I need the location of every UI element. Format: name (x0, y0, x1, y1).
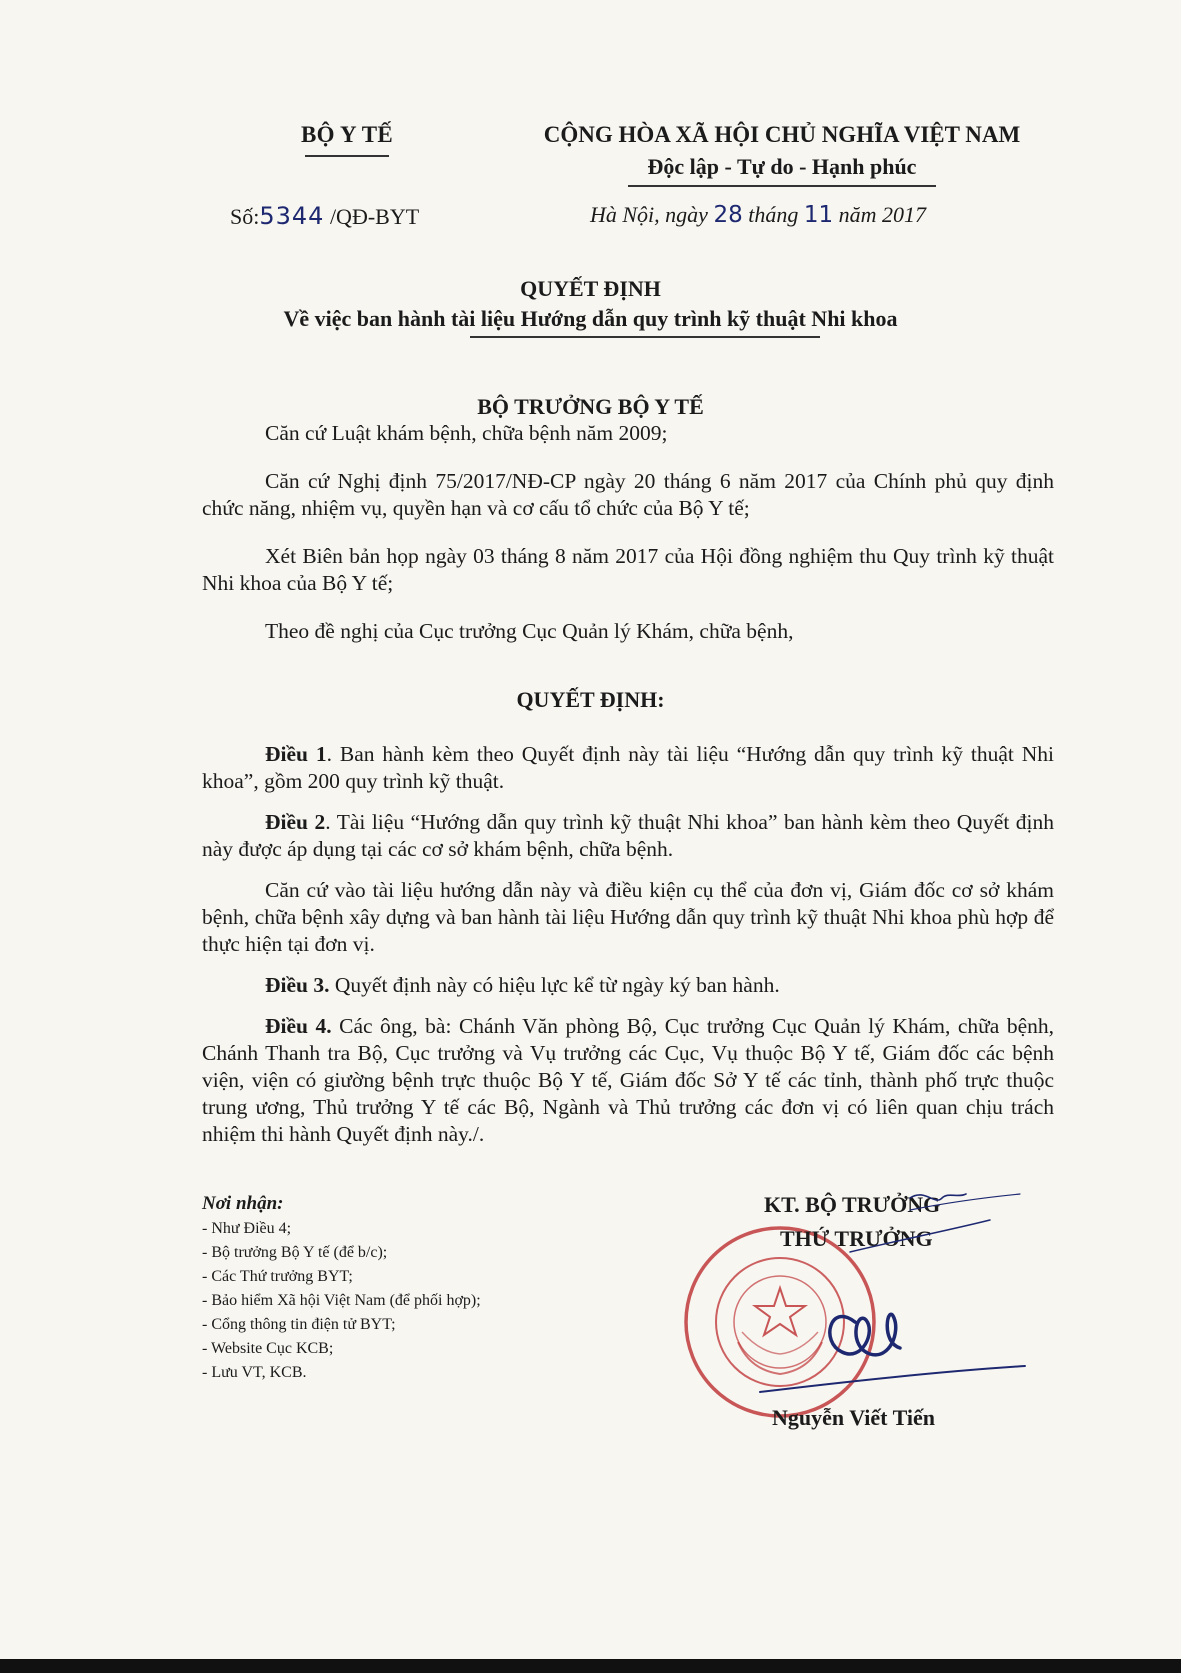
date-month-word: tháng (742, 202, 804, 227)
article-3-text: Quyết định này có hiệu lực kể từ ngày ký ban hành. (329, 973, 780, 997)
recipient-item: - Các Thứ trưởng BYT; (202, 1268, 353, 1285)
organization-name: BỘ Y TẾ (301, 122, 393, 147)
document-date (590, 202, 926, 228)
motto-underline (628, 185, 936, 187)
decision-title: QUYẾT ĐỊNH (520, 276, 661, 301)
number-prefix: Số: (230, 204, 260, 229)
article-3-label: Điều 3. (265, 973, 330, 997)
article-4-label: Điều 4. (265, 1014, 332, 1038)
recipients-heading: Nơi nhận: (202, 1193, 284, 1214)
article-2 (202, 809, 1054, 863)
signature-title-2: THỨ TRƯỞNG (780, 1226, 933, 1251)
decision-subtitle: Về việc ban hành tài liệu Hướng dẫn quy trình kỹ thuật Nhi khoa (283, 306, 898, 331)
preamble-paragraph: Căn cứ Luật khám bệnh, chữa bệnh năm 2009; (265, 421, 668, 445)
national-motto: Độc lập - Tự do - Hạnh phúc (647, 154, 917, 179)
issuing-organization (232, 122, 462, 157)
preamble-paragraph: Xét Biên bản họp ngày 03 tháng 8 năm 2017 của Hội đồng nghiệm thu Quy trình kỹ thuật Nhi khoa của Bộ Y tế; (202, 544, 1054, 595)
date-day: 28 (713, 202, 743, 228)
recipient-item: - Bộ trưởng Bộ Y tế (để b/c); (202, 1244, 388, 1261)
signer-name: Nguyễn Viết Tiến (772, 1405, 935, 1430)
article-1-text: . Ban hành kèm theo Quyết định này tài liệu “Hướng dẫn quy trình kỹ thuật Nhi khoa”, gồm 200 quy trình kỹ thuật. (202, 742, 1055, 793)
number-suffix: /QĐ-BYT (324, 204, 420, 229)
article-4-text: Các ông, bà: Chánh Văn phòng Bộ, Cục trưởng Cục Quản lý Khám, chữa bệnh, Chánh Thanh tra Bộ, Cục trưởng và Vụ trưởng các Cục, Vụ thuộc Bộ Y tế, Giám đốc các bệnh viện, viện có giường bệnh trực thuộc Bộ Y tế, Giám đốc Sở Y tế các tỉnh, thành phố trực thuộc trung ương, Thủ trưởng Y tế các Bộ, Ngành và Thủ trưởng các đơn vị có liên quan chịu trách nhiệm thi hành Quyết định này./. (202, 1014, 1054, 1146)
article-3 (202, 972, 1054, 999)
scan-edge (0, 1659, 1181, 1673)
article-1 (202, 741, 1054, 795)
date-year: năm 2017 (833, 202, 927, 227)
article-2-text: . Tài liệu “Hướng dẫn quy trình kỹ thuật Nhi khoa” ban hành kèm theo Quyết định này được áp dụng tại các cơ sở khám bệnh, chữa bệnh. (202, 810, 1055, 861)
organization-underline (305, 155, 389, 157)
recipient-item: - Cổng thông tin điện tử BYT; (202, 1316, 396, 1333)
recipient-item: - Lưu VT, KCB. (202, 1364, 307, 1381)
national-header (512, 122, 1052, 187)
preamble-paragraph: Theo đề nghị của Cục trưởng Cục Quản lý Khám, chữa bệnh, (265, 619, 794, 643)
preamble-block (202, 420, 1054, 645)
date-place: Hà Nội, ngày (590, 202, 714, 227)
decide-heading: QUYẾT ĐỊNH: (516, 687, 665, 712)
issuing-authority: BỘ TRƯỞNG BỘ Y TẾ (477, 394, 704, 419)
handwritten-signature-icon (680, 1192, 1100, 1462)
handwritten-number: 5344 (259, 202, 325, 230)
recipient-item: - Website Cục KCB; (202, 1340, 334, 1357)
recipients-block (202, 1193, 622, 1385)
recipient-item: - Như Điều 4; (202, 1220, 292, 1237)
preamble-paragraph: Căn cứ Nghị định 75/2017/NĐ-CP ngày 20 tháng 6 năm 2017 của Chính phủ quy định chức năng, nhiệm vụ, quyền hạn và cơ cấu tổ chức của Bộ Y tế; (202, 469, 1054, 520)
document-number (230, 202, 419, 230)
article-2-paragraph-2: Căn cứ vào tài liệu hướng dẫn này và điều kiện cụ thể của đơn vị, Giám đốc cơ sở khám bệnh, chữa bệnh xây dựng và ban hành tài liệu Hướng dẫn quy trình kỹ thuật Nhi khoa phù hợp để thực hiện tại đơn vị. (202, 878, 1054, 956)
article-1-label: Điều 1 (265, 742, 327, 766)
nation-name: CỘNG HÒA XÃ HỘI CHỦ NGHĨA VIỆT NAM (543, 122, 1021, 147)
date-month: 11 (803, 202, 834, 228)
signature-block (680, 1192, 1100, 1462)
subtitle-underline (470, 336, 820, 338)
recipient-item: - Bảo hiểm Xã hội Việt Nam (để phối hợp); (202, 1292, 481, 1309)
articles-block (202, 741, 1054, 1148)
signature-title-1: KT. BỘ TRƯỞNG (764, 1192, 941, 1217)
article-2-label: Điều 2 (265, 810, 326, 834)
article-4 (202, 1013, 1054, 1148)
